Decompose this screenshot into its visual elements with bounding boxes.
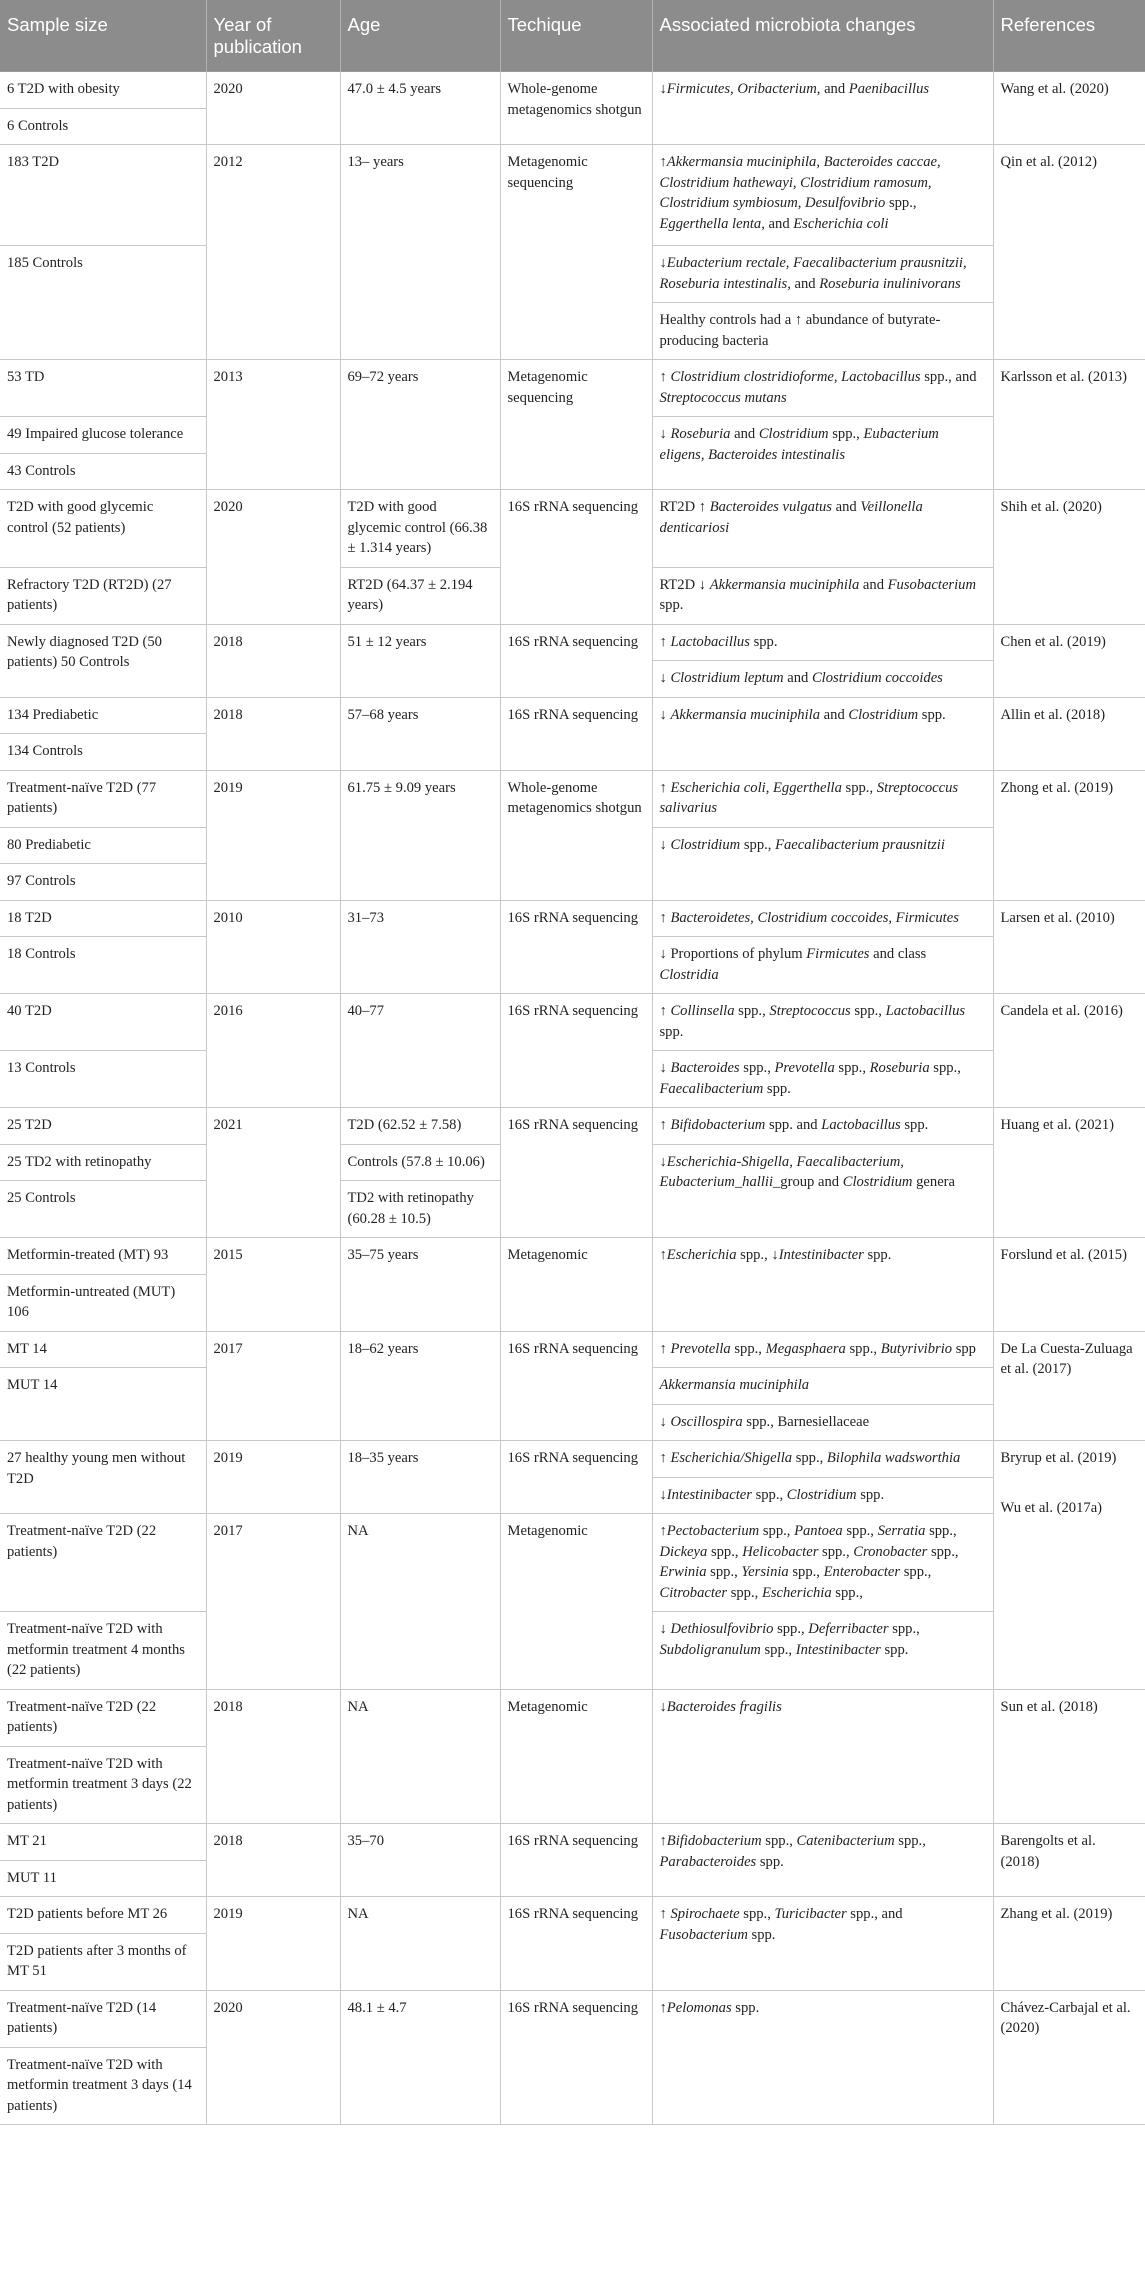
sample-cell: MT 21 (0, 1824, 206, 1861)
changes-cell: Healthy controls had a ↑ abundance of butyrate-producing bacteria (652, 303, 993, 360)
year-cell: 2021 (206, 1108, 340, 1238)
technique-cell: 16S rRNA sequencing (500, 624, 652, 697)
sample-cell: 134 Prediabetic (0, 697, 206, 734)
technique-cell: 16S rRNA sequencing (500, 1108, 652, 1238)
sample-cell: 134 Controls (0, 734, 206, 771)
sample-cell: MT 14 (0, 1331, 206, 1368)
reference-cell: Barengolts et al. (2018) (993, 1824, 1145, 1897)
year-cell: 2018 (206, 1824, 340, 1897)
technique-cell: 16S rRNA sequencing (500, 1441, 652, 1514)
sample-cell: Newly diagnosed T2D (50 patients) 50 Controls (0, 624, 206, 697)
technique-cell: Whole-genome metagenomics shotgun (500, 770, 652, 900)
reference-bryrup: Bryrup et al. (2019) (1000, 1450, 1117, 1466)
changes-cell: ↑ Bacteroidetes, Clostridium coccoides, Firmicutes (652, 900, 993, 937)
table-row (0, 360, 1145, 417)
sample-cell: 18 Controls (0, 937, 206, 994)
age-cell: Controls (57.8 ± 10.06) (340, 1144, 500, 1181)
sample-cell: 53 TD (0, 360, 206, 417)
changes-cell: ↓ Akkermansia muciniphila and Clostridium spp. (652, 697, 993, 770)
table-row (0, 1824, 1145, 1861)
reference-cell: Shih et al. (2020) (993, 490, 1145, 625)
reference-cell: Allin et al. (2018) (993, 697, 1145, 770)
age-cell: 48.1 ± 4.7 (340, 1990, 500, 2125)
technique-cell: 16S rRNA sequencing (500, 490, 652, 625)
sample-cell: T2D patients after 3 months of MT 51 (0, 1933, 206, 1990)
technique-cell: Metagenomic (500, 1238, 652, 1332)
age-cell: T2D (62.52 ± 7.58) (340, 1108, 500, 1145)
reference-cell: Qin et al. (2012) (993, 145, 1145, 360)
table-row (0, 1331, 1145, 1368)
year-cell: 2012 (206, 145, 340, 360)
technique-cell: 16S rRNA sequencing (500, 1331, 652, 1441)
changes-cell: ↑ Escherichia/Shigella spp., Bilophila wadsworthia (652, 1441, 993, 1478)
age-cell: NA (340, 1514, 500, 1690)
sample-cell: 6 T2D with obesity (0, 72, 206, 109)
changes-cell: ↓Escherichia-Shigella, Faecalibacterium, Eubacterium_hallii_group and Clostridium genera (652, 1144, 993, 1238)
age-cell: 61.75 ± 9.09 years (340, 770, 500, 900)
year-cell: 2018 (206, 697, 340, 770)
changes-cell: ↑ Escherichia coli, Eggerthella spp., Streptococcus salivarius (652, 770, 993, 827)
technique-cell: 16S rRNA sequencing (500, 1897, 652, 1991)
changes-cell: ↓ Dethiosulfovibrio spp., Deferribacter spp., Subdoligranulum spp., Intestinibacter spp. (652, 1612, 993, 1690)
age-cell: NA (340, 1897, 500, 1991)
year-cell: 2013 (206, 360, 340, 490)
reference-cell: Candela et al. (2016) (993, 994, 1145, 1108)
table-row (0, 72, 1145, 109)
sample-cell: Treatment-naïve T2D with metformin treatment 3 days (14 patients) (0, 2047, 206, 2125)
table-row (0, 624, 1145, 661)
year-cell: 2018 (206, 1689, 340, 1824)
table-row (0, 994, 1145, 1051)
age-cell: 13– years (340, 145, 500, 360)
sample-cell: Treatment-naïve T2D (14 patients) (0, 1990, 206, 2047)
changes-cell: ↓ Clostridium spp., Faecalibacterium prausnitzii (652, 827, 993, 900)
year-cell: 2019 (206, 770, 340, 900)
header-row (0, 0, 1145, 72)
reference-cell (993, 1441, 1145, 1690)
technique-cell: 16S rRNA sequencing (500, 697, 652, 770)
sample-cell: Treatment-naïve T2D (77 patients) (0, 770, 206, 827)
table-row (0, 770, 1145, 827)
table-row (0, 697, 1145, 734)
age-cell: NA (340, 1689, 500, 1824)
changes-cell: RT2D ↓ Akkermansia muciniphila and Fusobacterium spp. (652, 567, 993, 624)
sample-cell: Treatment-naïve T2D with metformin treatment 3 days (22 patients) (0, 1746, 206, 1824)
changes-cell: ↑Pelomonas spp. (652, 1990, 993, 2125)
table-row (0, 490, 1145, 568)
reference-cell: Chávez-Carbajal et al. (2020) (993, 1990, 1145, 2125)
reference-cell: Wang et al. (2020) (993, 72, 1145, 145)
changes-cell: ↓ Oscillospira spp., Barnesiellaceae (652, 1404, 993, 1441)
technique-cell: Metagenomic (500, 1514, 652, 1690)
year-cell: 2020 (206, 490, 340, 625)
changes-cell: ↑ Bifidobacterium spp. and Lactobacillus spp. (652, 1108, 993, 1145)
table-row (0, 1441, 1145, 1478)
age-cell: 18–35 years (340, 1441, 500, 1514)
sample-cell: Metformin-untreated (MUT) 106 (0, 1274, 206, 1331)
table-row (0, 1689, 1145, 1746)
changes-cell: ↑ Spirochaete spp., Turicibacter spp., and Fusobacterium spp. (652, 1897, 993, 1991)
sample-cell: 13 Controls (0, 1051, 206, 1108)
age-cell: 35–70 (340, 1824, 500, 1897)
reference-cell: Forslund et al. (2015) (993, 1238, 1145, 1332)
header-references: References (993, 0, 1145, 72)
age-cell: 47.0 ± 4.5 years (340, 72, 500, 145)
changes-cell: ↓Eubacterium rectale, Faecalibacterium prausnitzii, Roseburia intestinalis, and Roseburia inulinivorans (652, 246, 993, 303)
header-changes: Associated microbiota changes (652, 0, 993, 72)
sample-cell: 43 Controls (0, 453, 206, 490)
sample-cell: 6 Controls (0, 108, 206, 145)
sample-cell: T2D patients before MT 26 (0, 1897, 206, 1934)
technique-cell: 16S rRNA sequencing (500, 900, 652, 994)
changes-cell: ↓Firmicutes, Oribacterium, and Paenibacillus (652, 72, 993, 145)
reference-cell: Sun et al. (2018) (993, 1689, 1145, 1824)
sample-cell: 49 Impaired glucose tolerance (0, 417, 206, 454)
year-cell: 2019 (206, 1897, 340, 1991)
changes-cell: ↓ Roseburia and Clostridium spp., Eubacterium eligens, Bacteroides intestinalis (652, 417, 993, 490)
sample-cell: 25 T2D (0, 1108, 206, 1145)
technique-cell: 16S rRNA sequencing (500, 994, 652, 1108)
changes-cell: RT2D ↑ Bacteroides vulgatus and Veillonella denticariosi (652, 490, 993, 568)
changes-cell: ↑Escherichia spp., ↓Intestinibacter spp. (652, 1238, 993, 1332)
changes-cell: ↑Akkermansia muciniphila, Bacteroides caccae, Clostridium hathewayi, Clostridium ramosum, Clostridium symbiosum, Desulfovibrio spp., Eggerthella lenta, and Escherichia coli (652, 145, 993, 246)
year-cell: 2020 (206, 1990, 340, 2125)
year-cell: 2016 (206, 994, 340, 1108)
year-cell: 2020 (206, 72, 340, 145)
header-age: Age (340, 0, 500, 72)
table-row (0, 900, 1145, 937)
header-sample-size: Sample size (0, 0, 206, 72)
table-row (0, 1514, 1145, 1612)
age-cell: 31–73 (340, 900, 500, 994)
reference-wu: Wu et al. (2017a) (1000, 1499, 1103, 1516)
changes-cell: ↑ Collinsella spp., Streptococcus spp., Lactobacillus spp. (652, 994, 993, 1051)
table-row (0, 1238, 1145, 1275)
sample-cell: Treatment-naïve T2D (22 patients) (0, 1689, 206, 1746)
year-cell: 2010 (206, 900, 340, 994)
sample-cell: 25 TD2 with retinopathy (0, 1144, 206, 1181)
reference-cell: Zhang et al. (2019) (993, 1897, 1145, 1991)
sample-cell: Treatment-naïve T2D with metformin treatment 4 months (22 patients) (0, 1612, 206, 1690)
technique-cell: 16S rRNA sequencing (500, 1990, 652, 2125)
table-row (0, 1108, 1145, 1145)
sample-cell: Metformin-treated (MT) 93 (0, 1238, 206, 1275)
header-technique: Techique (500, 0, 652, 72)
sample-cell: 80 Prediabetic (0, 827, 206, 864)
changes-cell: ↑Bifidobacterium spp., Catenibacterium spp., Parabacteroides spp. (652, 1824, 993, 1897)
reference-cell: De La Cuesta-Zuluaga et al. (2017) (993, 1331, 1145, 1441)
age-cell: 69–72 years (340, 360, 500, 490)
table-row (0, 1990, 1145, 2047)
year-cell: 2015 (206, 1238, 340, 1332)
sample-cell: 25 Controls (0, 1181, 206, 1238)
sample-cell: 185 Controls (0, 246, 206, 360)
age-cell: RT2D (64.37 ± 2.194 years) (340, 567, 500, 624)
technique-cell: Metagenomic (500, 1689, 652, 1824)
sample-cell: 183 T2D (0, 145, 206, 246)
table-row (0, 1897, 1145, 1934)
changes-cell: ↑ Prevotella spp., Megasphaera spp., Butyrivibrio spp (652, 1331, 993, 1368)
age-cell: 18–62 years (340, 1331, 500, 1441)
changes-cell: ↓ Bacteroides spp., Prevotella spp., Roseburia spp., Faecalibacterium spp. (652, 1051, 993, 1108)
technique-cell: Metagenomic sequencing (500, 145, 652, 360)
reference-cell: Karlsson et al. (2013) (993, 360, 1145, 490)
reference-cell: Zhong et al. (2019) (993, 770, 1145, 900)
year-cell: 2018 (206, 624, 340, 697)
age-cell: 57–68 years (340, 697, 500, 770)
reference-cell: Larsen et al. (2010) (993, 900, 1145, 994)
year-cell: 2017 (206, 1331, 340, 1441)
sample-cell: 18 T2D (0, 900, 206, 937)
changes-cell: Akkermansia muciniphila (652, 1368, 993, 1405)
sample-cell: T2D with good glycemic control (52 patients) (0, 490, 206, 568)
changes-cell: ↑Pectobacterium spp., Pantoea spp., Serratia spp., Dickeya spp., Helicobacter spp., Cronobacter spp., Erwinia spp., Yersinia spp., Enterobacter spp., Citrobacter spp., Escherichia spp., (652, 1514, 993, 1612)
table-row (0, 145, 1145, 246)
changes-cell: ↓Bacteroides fragilis (652, 1689, 993, 1824)
sample-cell: Refractory T2D (RT2D) (27 patients) (0, 567, 206, 624)
sample-cell: MUT 11 (0, 1860, 206, 1897)
age-cell: 40–77 (340, 994, 500, 1108)
changes-cell: ↓Intestinibacter spp., Clostridium spp. (652, 1477, 993, 1514)
age-cell: TD2 with retinopathy (60.28 ± 10.5) (340, 1181, 500, 1238)
changes-cell: ↓ Proportions of phylum Firmicutes and class Clostridia (652, 937, 993, 994)
technique-cell: Metagenomic sequencing (500, 360, 652, 490)
changes-cell: ↑ Lactobacillus spp. (652, 624, 993, 661)
year-cell: 2019 (206, 1441, 340, 1514)
reference-cell: Huang et al. (2021) (993, 1108, 1145, 1238)
technique-cell: Whole-genome metagenomics shotgun (500, 72, 652, 145)
sample-cell: Treatment-naïve T2D (22 patients) (0, 1514, 206, 1612)
changes-cell: ↓ Clostridium leptum and Clostridium coccoides (652, 661, 993, 698)
sample-cell: MUT 14 (0, 1368, 206, 1441)
changes-cell: ↑ Clostridium clostridioforme, Lactobacillus spp., and Streptococcus mutans (652, 360, 993, 417)
reference-cell: Chen et al. (2019) (993, 624, 1145, 697)
technique-cell: 16S rRNA sequencing (500, 1824, 652, 1897)
header-year: Year of publication (206, 0, 340, 72)
age-cell: T2D with good glycemic control (66.38 ± 1.314 years) (340, 490, 500, 568)
age-cell: 35–75 years (340, 1238, 500, 1332)
age-cell: 51 ± 12 years (340, 624, 500, 697)
year-cell: 2017 (206, 1514, 340, 1690)
sample-cell: 40 T2D (0, 994, 206, 1051)
sample-cell: 97 Controls (0, 864, 206, 901)
sample-cell: 27 healthy young men without T2D (0, 1441, 206, 1514)
